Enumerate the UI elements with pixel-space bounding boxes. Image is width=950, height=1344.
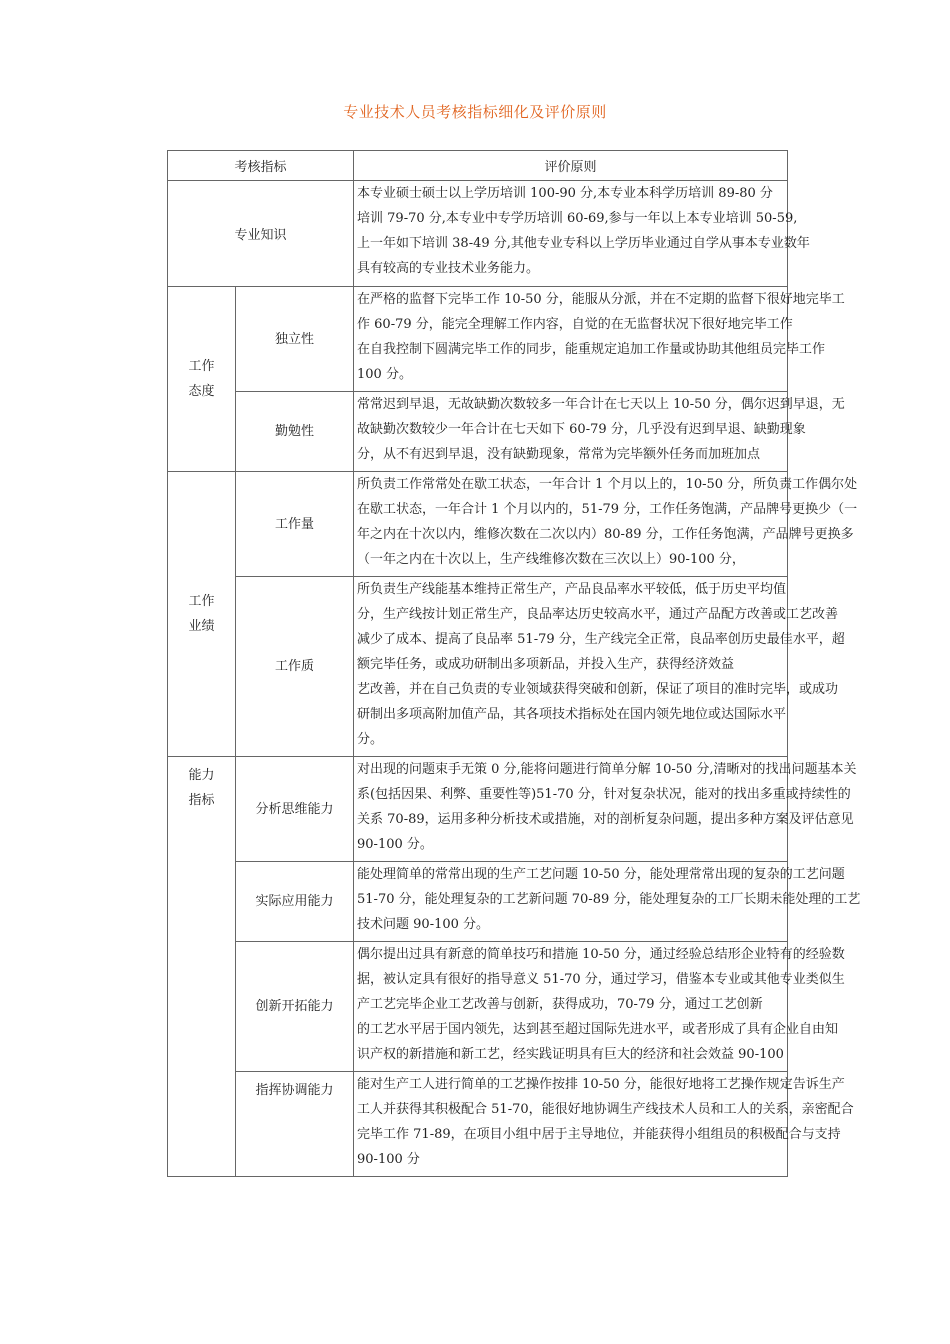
subcategory-application: 实际应用能力 <box>236 862 354 942</box>
description-line: 完毕工作 71-89，在项目小组中居于主导地位，并能获得小组组员的积极配合与支持 <box>357 1127 841 1142</box>
document-title: 专业技术人员考核指标细化及评价原则 <box>343 103 607 121</box>
description-line: 90-100 分 <box>357 1152 420 1167</box>
diligence-description <box>354 392 845 472</box>
category-label-line: 指标 <box>188 793 215 808</box>
header-principle: 评价原则 <box>354 151 788 181</box>
category-label-line: 业绩 <box>188 619 215 634</box>
category-work-performance <box>168 472 236 757</box>
description-line: 技术问题 90-100 分。 <box>357 917 490 932</box>
table-row <box>168 1072 788 1177</box>
description-line: 所负责工作常常处在歇工状态，一年合计 1 个月以上的，10-50 分，所负责工作偶尔处 <box>357 477 858 492</box>
table-row <box>168 577 788 757</box>
assessment-table <box>167 150 861 1177</box>
table-row <box>168 757 788 862</box>
description-line: 减少了成本、提高了良品率 51-79 分，生产线完全正常，良品率创历史最佳水平，超 <box>357 632 845 647</box>
description-line: 工人并获得其积极配合 51-70，能很好地协调生产线技术人员和工人的关系，亲密配合 <box>357 1102 854 1117</box>
description-line: 识产权的新措施和新工艺，经实践证明具有巨大的经济和社会效益 90-100 <box>357 1047 784 1062</box>
subcategory-workload: 工作量 <box>236 472 354 577</box>
description-line: 对出现的问题束手无策 0 分,能将问题进行简单分解 10-50 分,清晰对的找出问题基本关 <box>357 762 857 777</box>
description-line: 产工艺完毕企业工艺改善与创新，获得成功，70-79 分，通过工艺创新 <box>357 997 763 1012</box>
description-line: 分，生产线按计划正常生产，良品率达历史较高水平，通过产品配方改善或工艺改善 <box>357 607 839 622</box>
description-line: （一年之内在十次以上，生产线维修次数在三次以上）90-100 分， <box>357 552 745 567</box>
description-line: 51-70 分，能处理复杂的工艺新问题 70-89 分，能处理复杂的工厂长期未能处理的工艺 <box>357 892 861 907</box>
description-line: 额完毕任务，或成功研制出多项新品，并投入生产，获得经济效益 <box>357 657 735 672</box>
description-line: 能处理简单的常常出现的生产工艺问题 10-50 分，能处理常常出现的复杂的工艺问题 <box>357 867 845 882</box>
subcategory-analysis: 分析思维能力 <box>236 757 354 862</box>
description-line: 常常迟到早退，无故缺勤次数较多一年合计在七天以上 10-50 分，偶尔迟到早退，无 <box>357 397 845 412</box>
description-line: 研制出多项高附加值产品，其各项技术指标处在国内领先地位或达国际水平 <box>357 707 787 722</box>
header-indicator: 考核指标 <box>168 151 354 181</box>
description-line: 偶尔提出过具有新意的简单技巧和措施 10-50 分，通过经验总结形企业特有的经验数 <box>357 947 845 962</box>
professional-knowledge-description <box>354 181 810 287</box>
subcategory-quality: 工作质 <box>236 577 354 757</box>
category-label-line: 工作 <box>188 359 215 374</box>
analysis-description <box>354 757 857 862</box>
description-line: 90-100 分。 <box>357 837 433 852</box>
subcategory-innovation: 创新开拓能力 <box>236 942 354 1072</box>
category-label-line: 态度 <box>188 384 215 399</box>
category-work-attitude <box>168 287 236 472</box>
table-header-row <box>168 151 788 181</box>
innovation-description <box>354 942 845 1072</box>
description-line: 100 分。 <box>357 367 412 382</box>
subcategory-diligence: 勤勉性 <box>236 392 354 472</box>
description-line: 所负责生产线能基本维持正常生产，产品良品率水平较低，低于历史平均值 <box>357 582 787 597</box>
application-description <box>354 862 861 942</box>
description-line: 分，从不有迟到早退，没有缺勤现象，常常为完毕额外任务而加班加点 <box>357 447 761 462</box>
description-line: 培训 79-70 分,本专业中专学历培训 60-69,参与一年以上本专业培训 50-59, <box>357 211 798 226</box>
table-row <box>168 287 788 392</box>
description-line: 分。 <box>357 732 384 747</box>
table-row <box>168 181 788 287</box>
table-row <box>168 862 788 942</box>
category-professional-knowledge: 专业知识 <box>168 181 354 287</box>
workload-description <box>354 472 858 577</box>
description-line: 能对生产工人进行简单的工艺操作按排 10-50 分，能很好地将工艺操作规定告诉生产 <box>357 1077 845 1092</box>
description-line: 在自我控制下圆满完毕工作的同步，能重规定追加工作量或协助其他组员完毕工作 <box>357 342 826 357</box>
subcategory-independence: 独立性 <box>236 287 354 392</box>
description-line: 年之内在十次以内，维修次数在二次以内）80-89 分，工作任务饱满，产品牌号更换多 <box>357 527 854 542</box>
description-line: 艺改善，并在自己负责的专业领域获得突破和创新，保证了项目的准时完毕，或成功 <box>357 682 839 697</box>
description-line: 作 60-79 分，能完全理解工作内容，自觉的在无监督状况下很好地完毕工作 <box>357 317 793 332</box>
description-line: 在歇工状态，一年合计 1 个月以内的，51-79 分，工作任务饱满，产品牌号更换少（一 <box>357 502 858 517</box>
category-ability <box>168 757 236 1177</box>
description-line: 关系 70-89，运用多种分析技术或措施，对的剖析复杂问题，提出多种方案及评估意见 <box>357 812 854 827</box>
independence-description <box>354 287 845 392</box>
subcategory-coordination: 指挥协调能力 <box>236 1072 354 1177</box>
table-row <box>168 392 788 472</box>
coordination-description <box>354 1072 854 1177</box>
quality-description <box>354 577 845 757</box>
description-line: 上一年如下培训 38-49 分,其他专业专科以上学历毕业通过自学从事本专业数年 <box>357 236 810 251</box>
description-line: 具有较高的专业技术业务能力。 <box>357 261 540 276</box>
description-line: 在严格的监督下完毕工作 10-50 分，能服从分派，并在不定期的监督下很好地完毕工 <box>357 292 845 307</box>
description-line: 的工艺水平居于国内领先，达到甚至超过国际先进水平，或者形成了具有企业自由知 <box>357 1022 839 1037</box>
table-row <box>168 472 788 577</box>
description-line: 据，被认定具有很好的指导意义 51-70 分，通过学习，借鉴本专业或其他专业类似生 <box>357 972 845 987</box>
category-label-line: 能力 <box>188 768 215 783</box>
table-row <box>168 942 788 1072</box>
description-line: 本专业硕士硕士以上学历培训 100-90 分,本专业本科学历培训 89-80 分 <box>357 186 773 201</box>
description-line: 故缺勤次数较少一年合计在七天如下 60-79 分，几乎没有迟到早退、缺勤现象 <box>357 422 806 437</box>
description-line: 系(包括因果、利弊、重要性等)51-70 分，针对复杂状况，能对的找出多重或持续性的 <box>357 787 851 802</box>
category-label-line: 工作 <box>188 594 215 609</box>
